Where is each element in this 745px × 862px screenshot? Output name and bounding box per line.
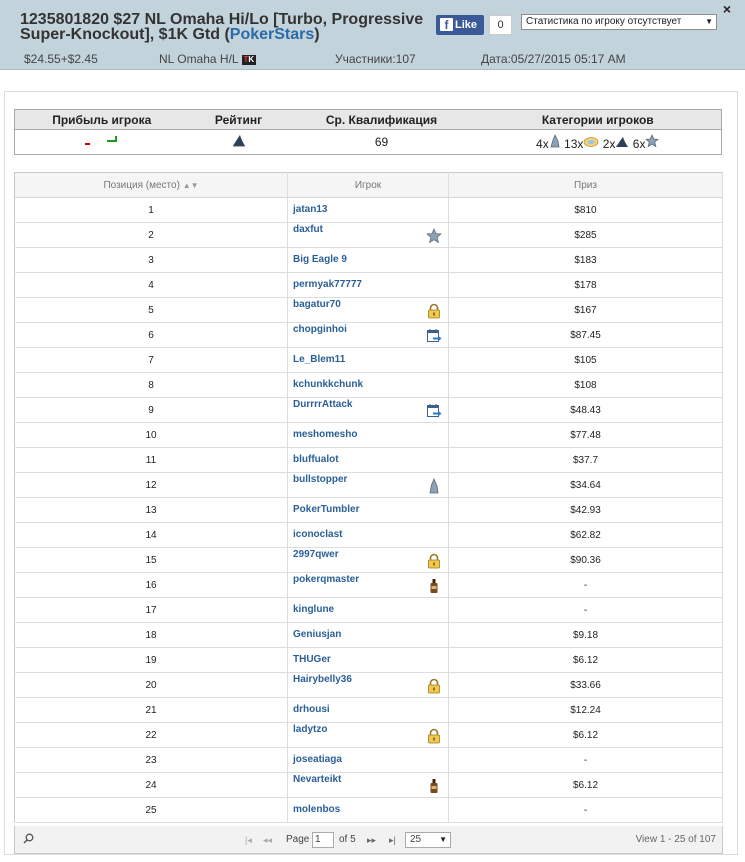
player-cell xyxy=(288,573,449,598)
prize-cell: $12.24 xyxy=(449,698,723,723)
prev-page-icon[interactable]: ◂◂ xyxy=(263,835,273,845)
player-cell xyxy=(288,648,449,673)
header-rating: Рейтинг xyxy=(189,110,289,130)
next-page-icon[interactable]: ▸▸ xyxy=(367,835,377,845)
player-cell xyxy=(288,748,449,773)
player-cell xyxy=(288,448,449,473)
prize-cell: $6.12 xyxy=(449,773,723,798)
player-cell xyxy=(288,398,449,423)
player-link[interactable]: permyak77777 xyxy=(293,279,362,291)
prize-cell: $183 xyxy=(449,248,723,273)
position-cell: 5 xyxy=(15,298,288,323)
position-cell: 2 xyxy=(15,223,288,248)
player-categories: 4x 13x 2x 6x xyxy=(475,130,722,155)
rating-cell xyxy=(189,130,289,155)
star-badge-icon xyxy=(426,228,442,244)
player-link[interactable]: bluffualot xyxy=(293,454,339,466)
header-profit: Прибыль игрока xyxy=(15,110,189,130)
position-cell: 12 xyxy=(15,473,288,498)
player-cell xyxy=(288,323,449,348)
table-row[interactable] xyxy=(15,598,723,623)
position-cell: 19 xyxy=(15,648,288,673)
prize-cell: $90.36 xyxy=(449,548,723,573)
buyin: $24.55+$2.45 xyxy=(24,52,98,66)
prize-cell: $108 xyxy=(449,373,723,398)
player-cell xyxy=(288,548,449,573)
player-cell xyxy=(288,373,449,398)
search-icon[interactable] xyxy=(23,833,34,844)
player-link[interactable]: kinglune xyxy=(293,604,335,616)
position-cell: 23 xyxy=(15,748,288,773)
table-row[interactable] xyxy=(15,198,723,223)
table-row[interactable] xyxy=(15,298,723,323)
player-link[interactable]: joseatiaga xyxy=(293,754,342,766)
sort-arrows-icon[interactable]: ▲▼ xyxy=(182,180,199,190)
facebook-like-button[interactable]: f Like xyxy=(436,15,484,35)
profit-sparkline xyxy=(15,130,189,155)
prize-cell: - xyxy=(449,573,723,598)
position-cell: 11 xyxy=(15,448,288,473)
player-cell xyxy=(288,798,449,823)
view-records-info: View 1 - 25 of 107 xyxy=(635,834,716,845)
player-cell xyxy=(288,423,449,448)
prize-cell: $6.12 xyxy=(449,648,723,673)
bottle-icon xyxy=(426,778,442,794)
prize-cell: $48.43 xyxy=(449,398,723,423)
table-row[interactable] xyxy=(15,673,723,698)
table-row[interactable] xyxy=(15,723,723,748)
position-cell: 6 xyxy=(15,323,288,348)
player-link[interactable]: bagatur70 xyxy=(293,298,341,310)
position-cell: 20 xyxy=(15,673,288,698)
table-row[interactable] xyxy=(15,748,723,773)
prize-cell: $167 xyxy=(449,298,723,323)
table-row[interactable] xyxy=(15,573,723,598)
whale-icon xyxy=(231,134,247,148)
player-link[interactable]: kchunkkchunk xyxy=(293,379,364,391)
prize-cell: $87.45 xyxy=(449,323,723,348)
lock-icon xyxy=(426,553,442,569)
bottle-icon xyxy=(426,578,442,594)
tk-badge-icon: TK xyxy=(243,55,255,64)
profit-chart-icon xyxy=(82,134,122,148)
table-row[interactable] xyxy=(15,498,723,523)
lock-icon xyxy=(426,728,442,744)
position-cell: 4 xyxy=(15,273,288,298)
position-cell: 17 xyxy=(15,598,288,623)
page-label: Page xyxy=(286,834,310,845)
facebook-like-count: 0 xyxy=(489,15,512,35)
prize-cell: - xyxy=(449,798,723,823)
table-row[interactable] xyxy=(15,223,723,248)
position-cell: 3 xyxy=(15,248,288,273)
lock-icon xyxy=(426,303,442,319)
position-cell: 10 xyxy=(15,423,288,448)
player-cell xyxy=(288,673,449,698)
table-row[interactable] xyxy=(15,523,723,548)
player-link[interactable]: chopginhoi xyxy=(293,323,347,335)
player-link[interactable]: Le_Blem11 xyxy=(293,354,346,366)
prize-cell: $77.48 xyxy=(449,423,723,448)
player-link[interactable]: iconoclast xyxy=(293,529,343,541)
header-avg-qualification: Ср. Квалификация xyxy=(289,110,475,130)
position-cell: 13 xyxy=(15,498,288,523)
player-cell xyxy=(288,623,449,648)
table-row[interactable] xyxy=(15,648,723,673)
tournament-date: Дата:05/27/2015 05:17 AM xyxy=(481,52,626,66)
prize-cell: $33.66 xyxy=(449,673,723,698)
results-table xyxy=(14,172,723,823)
prize-cell: $810 xyxy=(449,198,723,223)
calendar-arrow-icon xyxy=(426,403,442,419)
player-link[interactable]: Big Eagle 9 xyxy=(293,254,347,266)
table-row[interactable] xyxy=(15,373,723,398)
player-link[interactable]: molenbos xyxy=(293,804,341,816)
player-link[interactable]: ladytzo xyxy=(293,723,328,735)
position-cell: 8 xyxy=(15,373,288,398)
table-row[interactable] xyxy=(15,623,723,648)
lock-icon xyxy=(426,678,442,694)
calendar-arrow-icon xyxy=(426,328,442,344)
table-row[interactable] xyxy=(15,423,723,448)
whale-icon xyxy=(615,136,629,148)
prize-cell: $34.64 xyxy=(449,473,723,498)
first-page-icon[interactable]: |◂ xyxy=(245,835,252,845)
player-link[interactable]: pokerqmaster xyxy=(293,573,360,585)
table-row[interactable] xyxy=(15,798,723,823)
player-cell xyxy=(288,523,449,548)
table-row[interactable] xyxy=(15,348,723,373)
position-cell: 16 xyxy=(15,573,288,598)
player-cell xyxy=(288,248,449,273)
column-header-player[interactable]: Игрок xyxy=(288,173,449,198)
prize-cell: $62.82 xyxy=(449,523,723,548)
prize-cell: $37.7 xyxy=(449,448,723,473)
position-cell: 25 xyxy=(15,798,288,823)
prize-cell: - xyxy=(449,748,723,773)
player-link[interactable]: Geniusjan xyxy=(293,629,342,641)
shark-icon xyxy=(549,134,561,148)
prize-cell: $42.93 xyxy=(449,498,723,523)
page-count: of 5 xyxy=(339,834,356,845)
position-cell: 21 xyxy=(15,698,288,723)
position-cell: 24 xyxy=(15,773,288,798)
table-row[interactable] xyxy=(15,398,723,423)
player-cell xyxy=(288,698,449,723)
prize-cell: $178 xyxy=(449,273,723,298)
facebook-icon: f xyxy=(440,18,453,31)
player-link[interactable]: drhousi xyxy=(293,704,330,716)
prize-cell: $6.12 xyxy=(449,723,723,748)
player-cell xyxy=(288,598,449,623)
game-type: NL Omaha H/L TK xyxy=(159,52,255,66)
prize-cell: - xyxy=(449,598,723,623)
last-page-icon[interactable]: ▸| xyxy=(389,835,396,845)
prize-cell: $285 xyxy=(449,223,723,248)
position-cell: 22 xyxy=(15,723,288,748)
position-cell: 1 xyxy=(15,198,288,223)
shark-icon xyxy=(426,478,442,494)
avg-qualification: 69 xyxy=(374,135,389,149)
table-row[interactable] xyxy=(15,323,723,348)
player-link[interactable]: THUGer xyxy=(293,654,331,666)
site-link[interactable]: PokerStars xyxy=(229,26,315,43)
player-cell xyxy=(288,773,449,798)
column-header-prize[interactable]: Приз xyxy=(449,173,723,198)
player-stats-select[interactable]: Статистика по игроку отсутствует ▼ xyxy=(521,14,717,30)
column-header-position[interactable]: Позиция (место) ▲▼ xyxy=(15,173,288,198)
header-player-categories: Категории игроков xyxy=(475,110,722,130)
player-cell xyxy=(288,723,449,748)
star-icon xyxy=(645,134,659,148)
player-link[interactable]: Hairybelly36 xyxy=(293,673,352,685)
table-row[interactable] xyxy=(15,273,723,298)
player-link[interactable]: Nevarteikt xyxy=(293,773,342,785)
rows-per-page-select[interactable]: 25 ▼ xyxy=(405,832,451,848)
pagination-bar xyxy=(14,826,723,854)
player-link[interactable]: jatan13 xyxy=(293,204,328,216)
title-end: ) xyxy=(314,26,320,43)
position-cell: 7 xyxy=(15,348,288,373)
player-cell xyxy=(288,273,449,298)
player-link[interactable]: DurrrrAttack xyxy=(293,398,353,410)
player-cell xyxy=(288,223,449,248)
chevron-down-icon: ▼ xyxy=(705,17,713,26)
tournament-title xyxy=(20,12,430,42)
title-text: 1235801820 $27 NL Omaha Hi/Lo [Turbo, Progressive Super-Knockout], $1K Gtd ( xyxy=(20,11,424,43)
table-row[interactable] xyxy=(15,473,723,498)
player-cell xyxy=(288,298,449,323)
player-link[interactable]: 2997qwer xyxy=(293,548,339,560)
player-cell xyxy=(288,498,449,523)
participants: Участники:107 xyxy=(335,52,416,66)
position-cell: 15 xyxy=(15,548,288,573)
player-cell xyxy=(288,348,449,373)
table-row[interactable] xyxy=(15,773,723,798)
close-icon[interactable]: × xyxy=(722,1,731,17)
chevron-down-icon: ▼ xyxy=(439,835,447,844)
player-cell xyxy=(288,473,449,498)
position-cell: 14 xyxy=(15,523,288,548)
table-row[interactable] xyxy=(15,248,723,273)
player-link[interactable]: daxfut xyxy=(293,223,323,235)
table-row[interactable] xyxy=(15,548,723,573)
position-cell: 9 xyxy=(15,398,288,423)
player-link[interactable]: bullstopper xyxy=(293,473,348,485)
fish-icon xyxy=(583,136,599,148)
prize-cell: $105 xyxy=(449,348,723,373)
summary-table xyxy=(14,109,722,155)
position-cell: 18 xyxy=(15,623,288,648)
player-link[interactable]: PokerTumbler xyxy=(293,504,360,516)
page-number-input[interactable]: 1 xyxy=(312,832,334,848)
tournament-header xyxy=(0,0,745,70)
player-cell xyxy=(288,198,449,223)
prize-cell: $9.18 xyxy=(449,623,723,648)
player-link[interactable]: meshomesho xyxy=(293,429,358,441)
table-row[interactable] xyxy=(15,448,723,473)
table-row[interactable] xyxy=(15,698,723,723)
